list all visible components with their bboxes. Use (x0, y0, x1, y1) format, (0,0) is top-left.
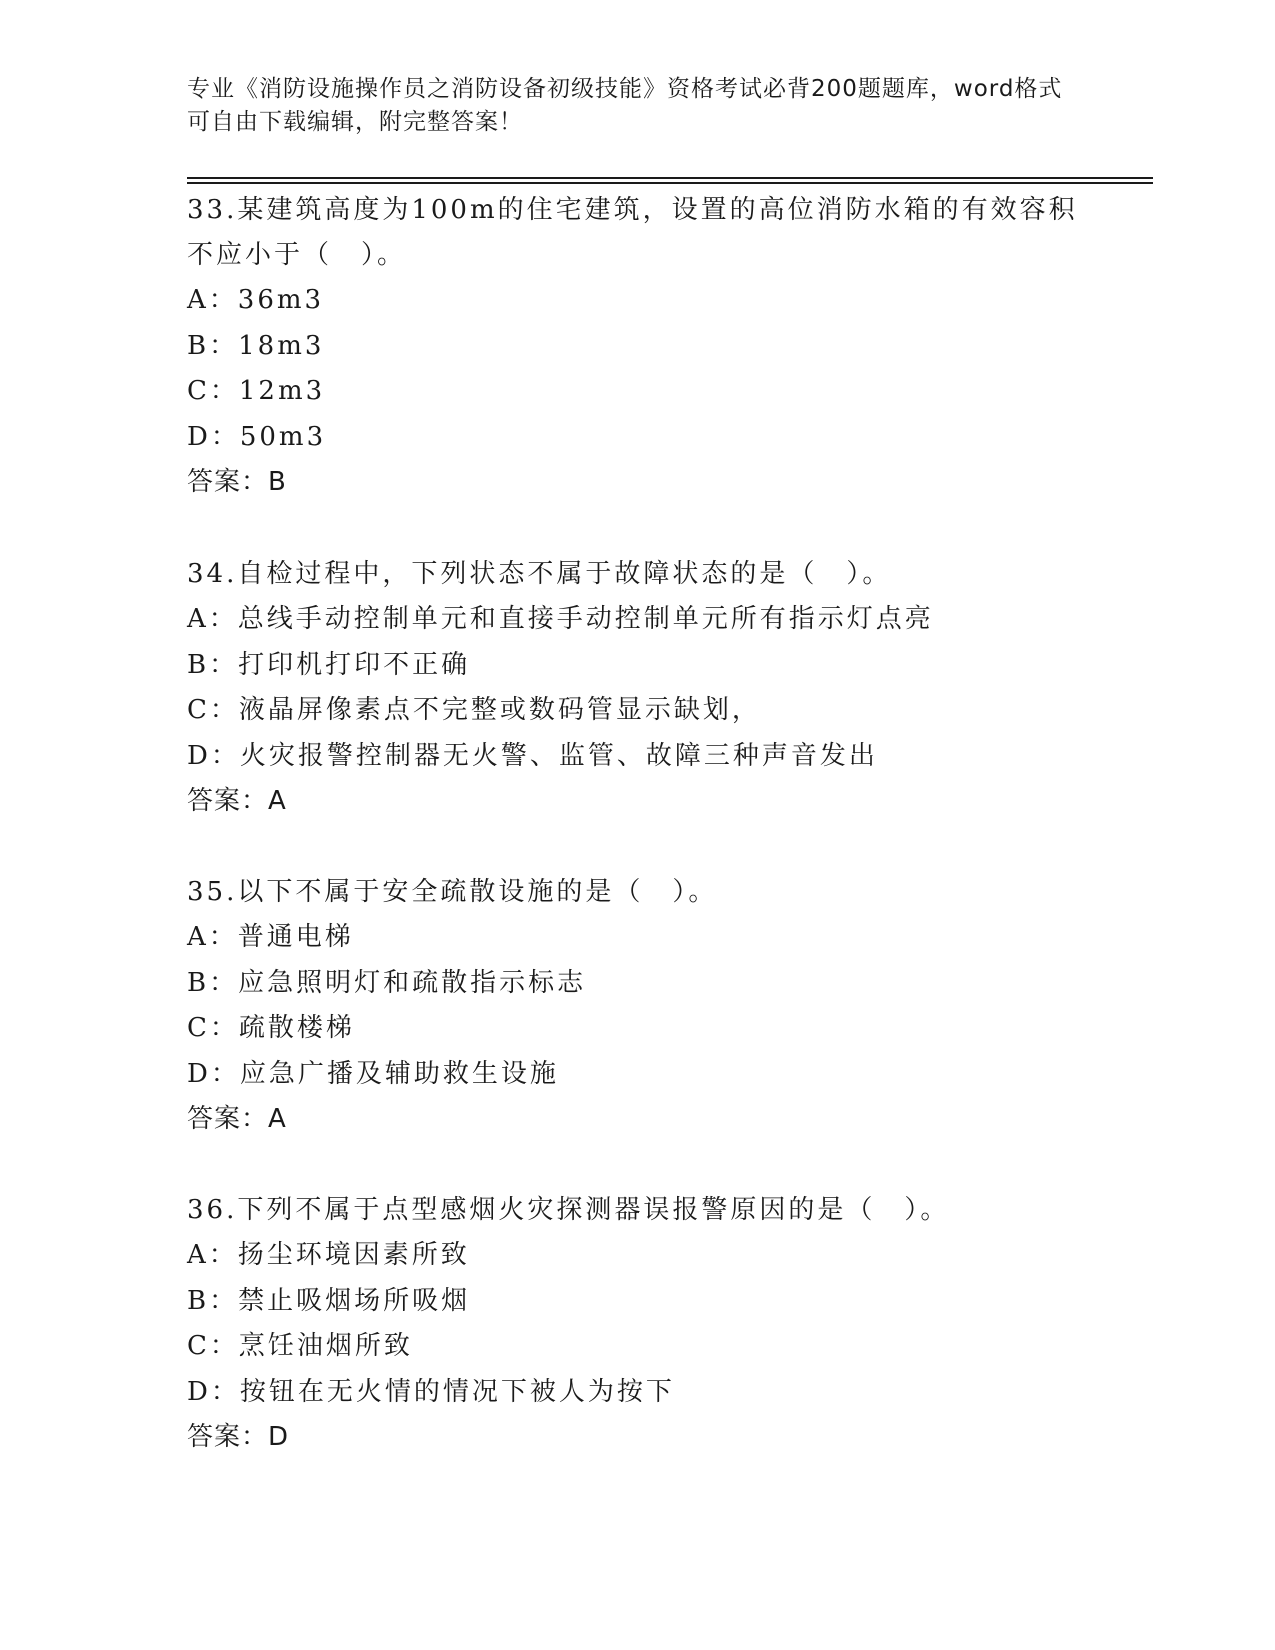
option-a: A：普通电梯 (187, 922, 354, 952)
option-d: D：火灾报警控制器无火警、监管、故障三种声音发出 (187, 740, 878, 771)
option-b: B：18m3 (187, 330, 325, 361)
option-b: B：打印机打印不正确 (187, 649, 471, 680)
question-stem: 36.下列不属于点型感烟火灾探测器误报警原因的是（ ）。 (187, 1195, 950, 1225)
option-c: C：液晶屏像素点不完整或数码管显示缺划， (187, 695, 761, 725)
answer-line: 答案：D (187, 1422, 290, 1452)
answer-line: 答案：A (187, 1104, 287, 1134)
header-divider-bottom (187, 182, 1153, 184)
option-d: D：50m3 (187, 421, 327, 452)
option-b: B：应急照明灯和疏散指示标志 (187, 967, 587, 998)
question-35 (187, 870, 1087, 1142)
question-33 (187, 188, 1087, 505)
option-d: D：按钮在无火情的情况下被人为按下 (187, 1376, 675, 1407)
question-stem: 35.以下不属于安全疏散设施的是（ ）。 (187, 877, 718, 907)
option-c: C：12m3 (187, 376, 326, 406)
answer-line: 答案：A (187, 786, 287, 816)
question-36 (187, 1188, 1087, 1460)
option-a: A：扬尘环境因素所致 (187, 1240, 470, 1270)
option-d: D：应急广播及辅助救生设施 (187, 1058, 559, 1089)
option-c: C：烹饪油烟所致 (187, 1331, 413, 1361)
option-b: B：禁止吸烟场所吸烟 (187, 1285, 471, 1316)
document-header: 专业《消防设施操作员之消防设备初级技能》资格考试必背200题题库，word格式可自由下载编辑，附完整答案！ (187, 76, 1063, 135)
question-stem: 34.自检过程中，下列状态不属于故障状态的是（ ）。 (187, 559, 892, 589)
option-a: A：36m3 (187, 285, 325, 315)
option-c: C：疏散楼梯 (187, 1013, 355, 1043)
header-divider-top (187, 177, 1153, 179)
question-34 (187, 552, 1087, 824)
option-a: A：总线手动控制单元和直接手动控制单元所有指示灯点亮 (187, 604, 934, 634)
answer-line: 答案：B (187, 467, 287, 497)
question-stem: 33.某建筑高度为100m的住宅建筑，设置的高位消防水箱的有效容积不应小于（ ）。 (187, 195, 1078, 270)
